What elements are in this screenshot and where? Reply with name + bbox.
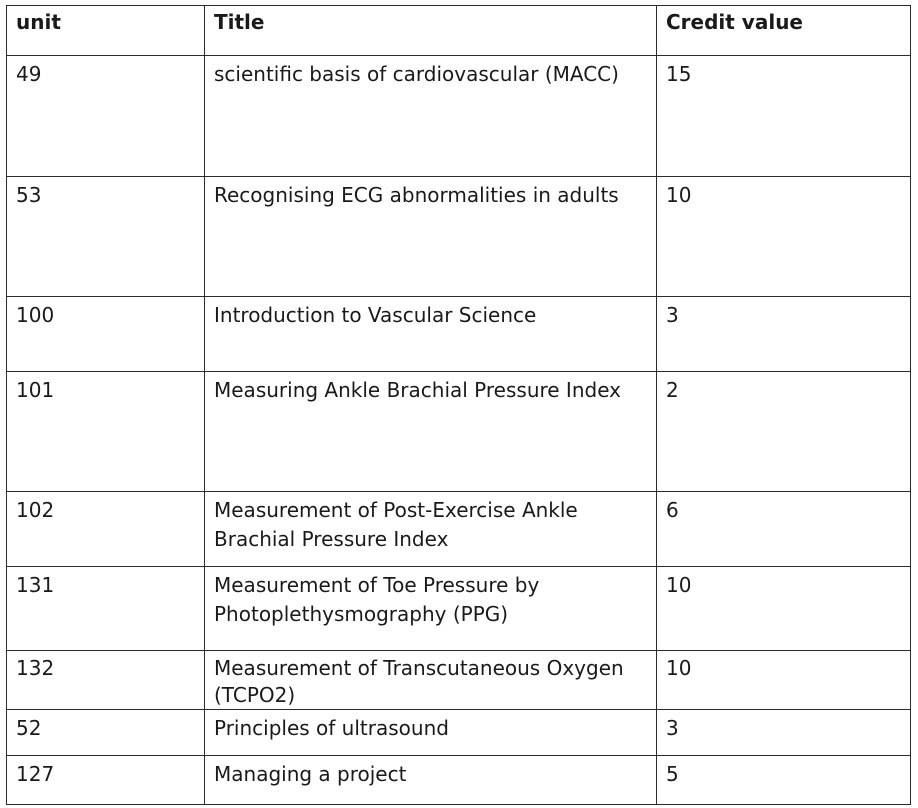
table-row — [7, 177, 911, 297]
units-table — [6, 5, 911, 805]
title-cell: Measurement of Transcutaneous Oxygen (TCPO2) — [205, 651, 657, 710]
unit-cell: 53 — [7, 177, 205, 297]
table-row — [7, 56, 911, 177]
unit-cell: 102 — [7, 492, 205, 567]
credit-value-cell: 6 — [657, 492, 911, 567]
table-header-row — [7, 6, 911, 56]
title-cell: Principles of ultrasound — [205, 710, 657, 756]
credit-value-cell: 15 — [657, 56, 911, 177]
title-cell: Measurement of Toe Pressure by Photoplethysmography (PPG) — [205, 567, 657, 651]
unit-cell: 100 — [7, 297, 205, 372]
title-cell: Managing a project — [205, 756, 657, 805]
title-cell: scientific basis of cardiovascular (MACC) — [205, 56, 657, 177]
credit-value-cell: 5 — [657, 756, 911, 805]
unit-cell: 101 — [7, 372, 205, 492]
title-cell: Introduction to Vascular Science — [205, 297, 657, 372]
credit-value-cell: 10 — [657, 651, 911, 710]
column-header-credit-value: Credit value — [657, 6, 911, 56]
unit-cell: 52 — [7, 710, 205, 756]
table-row — [7, 756, 911, 805]
unit-cell: 127 — [7, 756, 205, 805]
credit-value-cell: 10 — [657, 567, 911, 651]
title-cell: Recognising ECG abnormalities in adults — [205, 177, 657, 297]
column-header-unit: unit — [7, 6, 205, 56]
table-row — [7, 567, 911, 651]
table-row — [7, 710, 911, 756]
unit-cell: 49 — [7, 56, 205, 177]
credit-value-cell: 2 — [657, 372, 911, 492]
unit-cell: 132 — [7, 651, 205, 710]
table-row — [7, 492, 911, 567]
title-cell: Measurement of Post-Exercise Ankle Brachial Pressure Index — [205, 492, 657, 567]
credit-value-cell: 3 — [657, 710, 911, 756]
credit-value-cell: 3 — [657, 297, 911, 372]
unit-cell: 131 — [7, 567, 205, 651]
table-row — [7, 297, 911, 372]
credit-value-cell: 10 — [657, 177, 911, 297]
table-row — [7, 372, 911, 492]
table-row — [7, 651, 911, 710]
column-header-title: Title — [205, 6, 657, 56]
title-cell: Measuring Ankle Brachial Pressure Index — [205, 372, 657, 492]
